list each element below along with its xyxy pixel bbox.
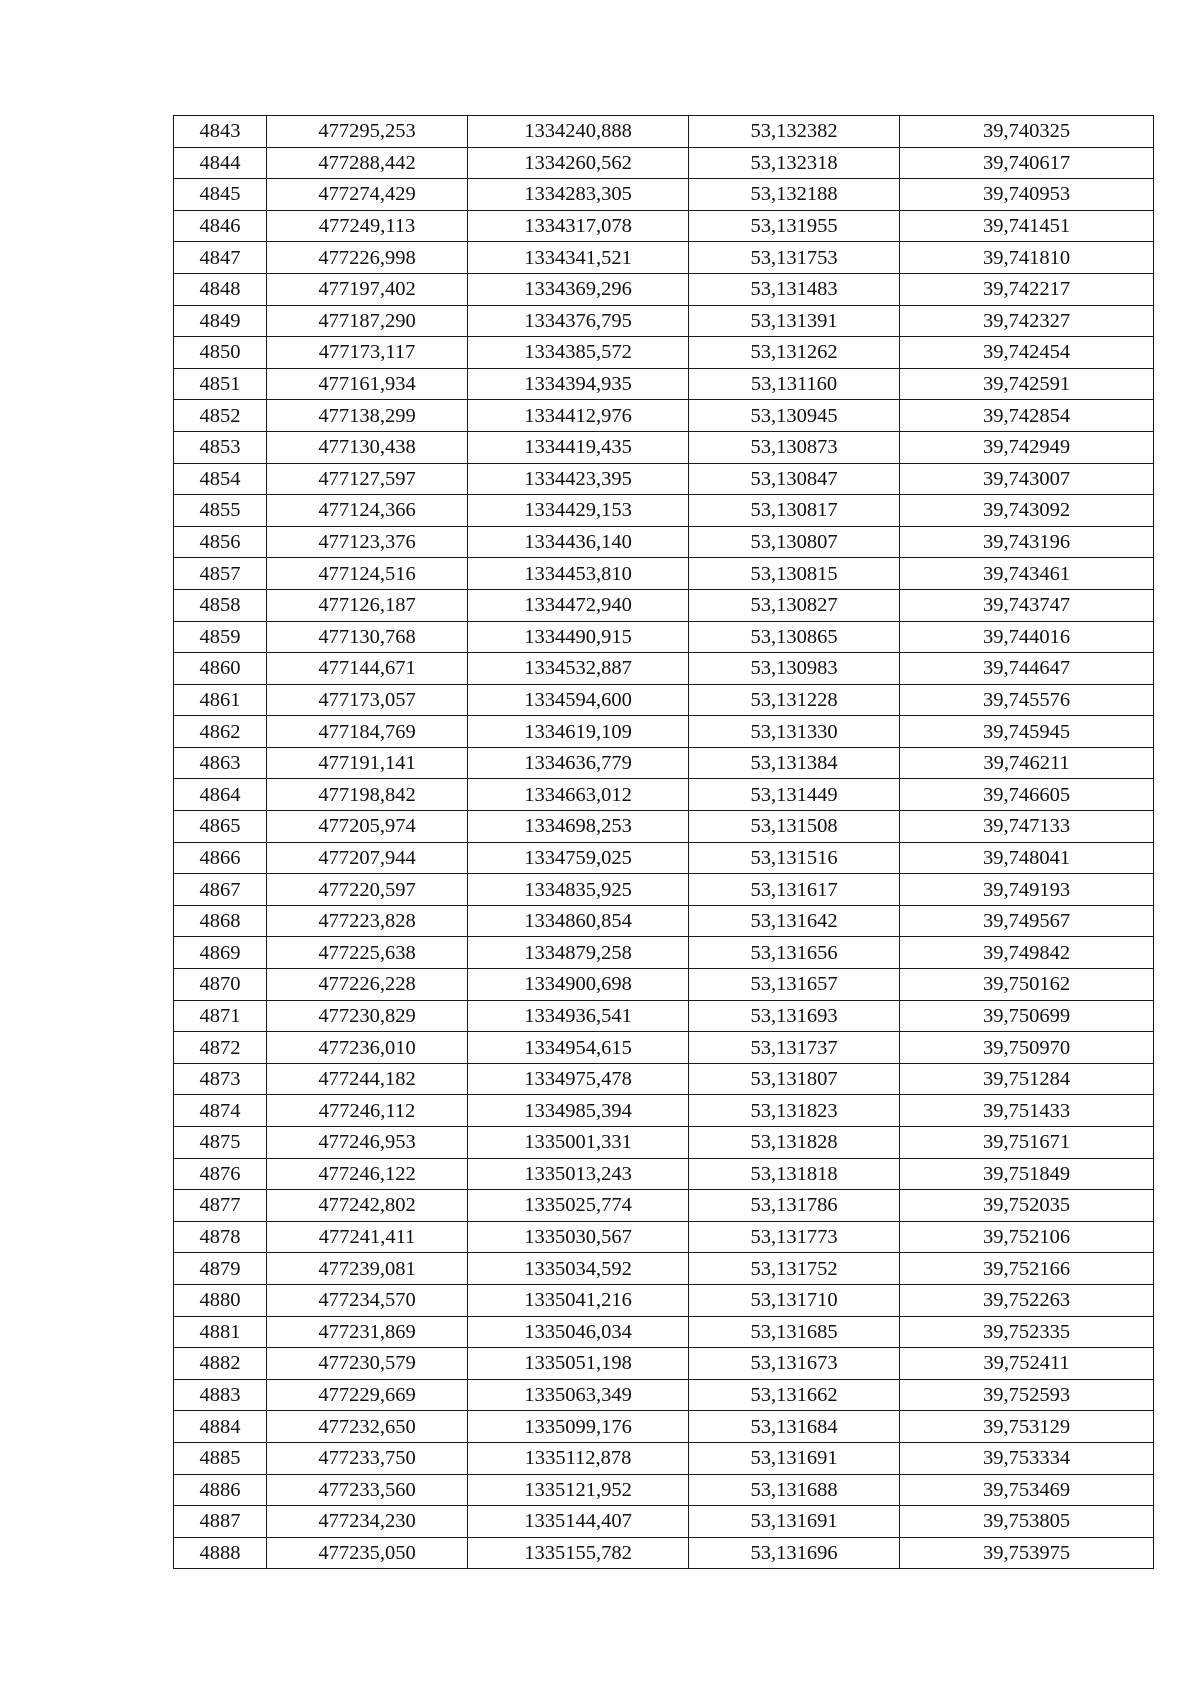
y-coordinate-cell: 1334619,109 <box>468 716 689 748</box>
point-number-cell: 4846 <box>174 210 267 242</box>
latitude-cell: 53,131330 <box>689 716 900 748</box>
y-coordinate-cell: 1334490,915 <box>468 621 689 653</box>
longitude-cell: 39,749567 <box>900 905 1154 937</box>
longitude-cell: 39,751284 <box>900 1063 1154 1095</box>
point-number-cell: 4857 <box>174 558 267 590</box>
latitude-cell: 53,131693 <box>689 1000 900 1032</box>
point-number-cell: 4859 <box>174 621 267 653</box>
table-row <box>174 558 1154 590</box>
x-coordinate-cell: 477226,228 <box>267 969 468 1001</box>
point-number-cell: 4844 <box>174 147 267 179</box>
longitude-cell: 39,743092 <box>900 495 1154 527</box>
y-coordinate-cell: 1335046,034 <box>468 1316 689 1348</box>
point-number-cell: 4853 <box>174 431 267 463</box>
longitude-cell: 39,741451 <box>900 210 1154 242</box>
table-row <box>174 1316 1154 1348</box>
longitude-cell: 39,752106 <box>900 1221 1154 1253</box>
longitude-cell: 39,750699 <box>900 1000 1154 1032</box>
point-number-cell: 4863 <box>174 747 267 779</box>
latitude-cell: 53,130807 <box>689 526 900 558</box>
table-row <box>174 305 1154 337</box>
y-coordinate-cell: 1335063,349 <box>468 1379 689 1411</box>
longitude-cell: 39,742454 <box>900 337 1154 369</box>
table-row <box>174 526 1154 558</box>
x-coordinate-cell: 477230,829 <box>267 1000 468 1032</box>
table-row <box>174 1379 1154 1411</box>
x-coordinate-cell: 477249,113 <box>267 210 468 242</box>
latitude-cell: 53,131684 <box>689 1411 900 1443</box>
point-number-cell: 4861 <box>174 684 267 716</box>
table-row <box>174 1442 1154 1474</box>
latitude-cell: 53,131710 <box>689 1284 900 1316</box>
table-row <box>174 811 1154 843</box>
y-coordinate-cell: 1335034,592 <box>468 1253 689 1285</box>
x-coordinate-cell: 477230,579 <box>267 1348 468 1380</box>
x-coordinate-cell: 477173,117 <box>267 337 468 369</box>
latitude-cell: 53,131508 <box>689 811 900 843</box>
latitude-cell: 53,131656 <box>689 937 900 969</box>
y-coordinate-cell: 1335051,198 <box>468 1348 689 1380</box>
table-row <box>174 1190 1154 1222</box>
longitude-cell: 39,746605 <box>900 779 1154 811</box>
x-coordinate-cell: 477198,842 <box>267 779 468 811</box>
longitude-cell: 39,740617 <box>900 147 1154 179</box>
y-coordinate-cell: 1335013,243 <box>468 1158 689 1190</box>
x-coordinate-cell: 477130,768 <box>267 621 468 653</box>
point-number-cell: 4881 <box>174 1316 267 1348</box>
latitude-cell: 53,131617 <box>689 874 900 906</box>
latitude-cell: 53,130945 <box>689 400 900 432</box>
table-row <box>174 210 1154 242</box>
x-coordinate-cell: 477126,187 <box>267 589 468 621</box>
latitude-cell: 53,131823 <box>689 1095 900 1127</box>
table-row <box>174 116 1154 148</box>
longitude-cell: 39,753805 <box>900 1506 1154 1538</box>
x-coordinate-cell: 477205,974 <box>267 811 468 843</box>
y-coordinate-cell: 1335099,176 <box>468 1411 689 1443</box>
x-coordinate-cell: 477244,182 <box>267 1063 468 1095</box>
table-row <box>174 747 1154 779</box>
table-row <box>174 969 1154 1001</box>
x-coordinate-cell: 477226,998 <box>267 242 468 274</box>
latitude-cell: 53,131662 <box>689 1379 900 1411</box>
longitude-cell: 39,753975 <box>900 1537 1154 1569</box>
y-coordinate-cell: 1335025,774 <box>468 1190 689 1222</box>
point-number-cell: 4888 <box>174 1537 267 1569</box>
latitude-cell: 53,131657 <box>689 969 900 1001</box>
x-coordinate-cell: 477184,769 <box>267 716 468 748</box>
y-coordinate-cell: 1334835,925 <box>468 874 689 906</box>
x-coordinate-cell: 477124,516 <box>267 558 468 590</box>
latitude-cell: 53,131828 <box>689 1127 900 1159</box>
point-number-cell: 4843 <box>174 116 267 148</box>
longitude-cell: 39,752593 <box>900 1379 1154 1411</box>
latitude-cell: 53,131807 <box>689 1063 900 1095</box>
latitude-cell: 53,131737 <box>689 1032 900 1064</box>
table-row <box>174 589 1154 621</box>
y-coordinate-cell: 1335144,407 <box>468 1506 689 1538</box>
point-number-cell: 4868 <box>174 905 267 937</box>
latitude-cell: 53,131642 <box>689 905 900 937</box>
x-coordinate-cell: 477207,944 <box>267 842 468 874</box>
longitude-cell: 39,752335 <box>900 1316 1154 1348</box>
table-row <box>174 1411 1154 1443</box>
latitude-cell: 53,130847 <box>689 463 900 495</box>
latitude-cell: 53,131688 <box>689 1474 900 1506</box>
point-number-cell: 4869 <box>174 937 267 969</box>
longitude-cell: 39,749842 <box>900 937 1154 969</box>
x-coordinate-cell: 477161,934 <box>267 368 468 400</box>
x-coordinate-cell: 477241,411 <box>267 1221 468 1253</box>
longitude-cell: 39,742591 <box>900 368 1154 400</box>
point-number-cell: 4865 <box>174 811 267 843</box>
table-row <box>174 1284 1154 1316</box>
x-coordinate-cell: 477236,010 <box>267 1032 468 1064</box>
table-row <box>174 1348 1154 1380</box>
longitude-cell: 39,750970 <box>900 1032 1154 1064</box>
y-coordinate-cell: 1334385,572 <box>468 337 689 369</box>
x-coordinate-cell: 477173,057 <box>267 684 468 716</box>
longitude-cell: 39,746211 <box>900 747 1154 779</box>
y-coordinate-cell: 1334394,935 <box>468 368 689 400</box>
point-number-cell: 4886 <box>174 1474 267 1506</box>
table-row <box>174 368 1154 400</box>
y-coordinate-cell: 1334663,012 <box>468 779 689 811</box>
x-coordinate-cell: 477197,402 <box>267 273 468 305</box>
x-coordinate-cell: 477127,597 <box>267 463 468 495</box>
table-row <box>174 431 1154 463</box>
latitude-cell: 53,131786 <box>689 1190 900 1222</box>
x-coordinate-cell: 477235,050 <box>267 1537 468 1569</box>
latitude-cell: 53,131483 <box>689 273 900 305</box>
table-row <box>174 779 1154 811</box>
table-row <box>174 621 1154 653</box>
latitude-cell: 53,131449 <box>689 779 900 811</box>
x-coordinate-cell: 477295,253 <box>267 116 468 148</box>
y-coordinate-cell: 1334283,305 <box>468 179 689 211</box>
x-coordinate-cell: 477231,869 <box>267 1316 468 1348</box>
longitude-cell: 39,744647 <box>900 653 1154 685</box>
table-row <box>174 1253 1154 1285</box>
x-coordinate-cell: 477144,671 <box>267 653 468 685</box>
point-number-cell: 4848 <box>174 273 267 305</box>
longitude-cell: 39,743196 <box>900 526 1154 558</box>
x-coordinate-cell: 477223,828 <box>267 905 468 937</box>
table-row <box>174 716 1154 748</box>
longitude-cell: 39,744016 <box>900 621 1154 653</box>
y-coordinate-cell: 1334975,478 <box>468 1063 689 1095</box>
longitude-cell: 39,742854 <box>900 400 1154 432</box>
point-number-cell: 4856 <box>174 526 267 558</box>
longitude-cell: 39,742327 <box>900 305 1154 337</box>
table-row <box>174 1095 1154 1127</box>
longitude-cell: 39,753129 <box>900 1411 1154 1443</box>
latitude-cell: 53,131262 <box>689 337 900 369</box>
y-coordinate-cell: 1334453,810 <box>468 558 689 590</box>
table-row <box>174 1158 1154 1190</box>
x-coordinate-cell: 477232,650 <box>267 1411 468 1443</box>
latitude-cell: 53,131752 <box>689 1253 900 1285</box>
point-number-cell: 4860 <box>174 653 267 685</box>
x-coordinate-cell: 477242,802 <box>267 1190 468 1222</box>
coordinates-table <box>173 115 1154 1569</box>
table-row <box>174 179 1154 211</box>
longitude-cell: 39,748041 <box>900 842 1154 874</box>
point-number-cell: 4845 <box>174 179 267 211</box>
latitude-cell: 53,131696 <box>689 1537 900 1569</box>
table-row <box>174 273 1154 305</box>
latitude-cell: 53,130865 <box>689 621 900 653</box>
point-number-cell: 4883 <box>174 1379 267 1411</box>
point-number-cell: 4878 <box>174 1221 267 1253</box>
longitude-cell: 39,750162 <box>900 969 1154 1001</box>
y-coordinate-cell: 1335121,952 <box>468 1474 689 1506</box>
table-row <box>174 1063 1154 1095</box>
longitude-cell: 39,753334 <box>900 1442 1154 1474</box>
y-coordinate-cell: 1335001,331 <box>468 1127 689 1159</box>
x-coordinate-cell: 477246,953 <box>267 1127 468 1159</box>
point-number-cell: 4854 <box>174 463 267 495</box>
table-row <box>174 653 1154 685</box>
y-coordinate-cell: 1334436,140 <box>468 526 689 558</box>
point-number-cell: 4851 <box>174 368 267 400</box>
y-coordinate-cell: 1334532,887 <box>468 653 689 685</box>
latitude-cell: 53,131384 <box>689 747 900 779</box>
point-number-cell: 4849 <box>174 305 267 337</box>
x-coordinate-cell: 477274,429 <box>267 179 468 211</box>
longitude-cell: 39,742949 <box>900 431 1154 463</box>
table-row <box>174 905 1154 937</box>
longitude-cell: 39,745576 <box>900 684 1154 716</box>
y-coordinate-cell: 1334376,795 <box>468 305 689 337</box>
table-row <box>174 1127 1154 1159</box>
point-number-cell: 4867 <box>174 874 267 906</box>
point-number-cell: 4855 <box>174 495 267 527</box>
table-row <box>174 337 1154 369</box>
point-number-cell: 4864 <box>174 779 267 811</box>
point-number-cell: 4874 <box>174 1095 267 1127</box>
y-coordinate-cell: 1334240,888 <box>468 116 689 148</box>
latitude-cell: 53,131516 <box>689 842 900 874</box>
latitude-cell: 53,131685 <box>689 1316 900 1348</box>
point-number-cell: 4880 <box>174 1284 267 1316</box>
y-coordinate-cell: 1335030,567 <box>468 1221 689 1253</box>
y-coordinate-cell: 1334936,541 <box>468 1000 689 1032</box>
point-number-cell: 4882 <box>174 1348 267 1380</box>
latitude-cell: 53,130815 <box>689 558 900 590</box>
longitude-cell: 39,753469 <box>900 1474 1154 1506</box>
x-coordinate-cell: 477246,122 <box>267 1158 468 1190</box>
y-coordinate-cell: 1334412,976 <box>468 400 689 432</box>
table-row <box>174 1537 1154 1569</box>
y-coordinate-cell: 1334985,394 <box>468 1095 689 1127</box>
longitude-cell: 39,740325 <box>900 116 1154 148</box>
x-coordinate-cell: 477239,081 <box>267 1253 468 1285</box>
x-coordinate-cell: 477225,638 <box>267 937 468 969</box>
latitude-cell: 53,131391 <box>689 305 900 337</box>
y-coordinate-cell: 1335112,878 <box>468 1442 689 1474</box>
y-coordinate-cell: 1334317,078 <box>468 210 689 242</box>
point-number-cell: 4877 <box>174 1190 267 1222</box>
y-coordinate-cell: 1334636,779 <box>468 747 689 779</box>
longitude-cell: 39,747133 <box>900 811 1154 843</box>
point-number-cell: 4875 <box>174 1127 267 1159</box>
longitude-cell: 39,752411 <box>900 1348 1154 1380</box>
latitude-cell: 53,131160 <box>689 368 900 400</box>
y-coordinate-cell: 1335041,216 <box>468 1284 689 1316</box>
y-coordinate-cell: 1334594,600 <box>468 684 689 716</box>
y-coordinate-cell: 1334759,025 <box>468 842 689 874</box>
longitude-cell: 39,752166 <box>900 1253 1154 1285</box>
x-coordinate-cell: 477123,376 <box>267 526 468 558</box>
longitude-cell: 39,752035 <box>900 1190 1154 1222</box>
latitude-cell: 53,131691 <box>689 1442 900 1474</box>
longitude-cell: 39,743007 <box>900 463 1154 495</box>
y-coordinate-cell: 1334472,940 <box>468 589 689 621</box>
table-row <box>174 684 1154 716</box>
point-number-cell: 4887 <box>174 1506 267 1538</box>
latitude-cell: 53,130817 <box>689 495 900 527</box>
table-row <box>174 400 1154 432</box>
point-number-cell: 4872 <box>174 1032 267 1064</box>
point-number-cell: 4866 <box>174 842 267 874</box>
point-number-cell: 4850 <box>174 337 267 369</box>
y-coordinate-cell: 1334429,153 <box>468 495 689 527</box>
latitude-cell: 53,131955 <box>689 210 900 242</box>
x-coordinate-cell: 477187,290 <box>267 305 468 337</box>
table-row <box>174 463 1154 495</box>
table-row <box>174 937 1154 969</box>
point-number-cell: 4876 <box>174 1158 267 1190</box>
table-row <box>174 147 1154 179</box>
longitude-cell: 39,752263 <box>900 1284 1154 1316</box>
x-coordinate-cell: 477246,112 <box>267 1095 468 1127</box>
table-row <box>174 874 1154 906</box>
x-coordinate-cell: 477229,669 <box>267 1379 468 1411</box>
latitude-cell: 53,131673 <box>689 1348 900 1380</box>
point-number-cell: 4873 <box>174 1063 267 1095</box>
y-coordinate-cell: 1334900,698 <box>468 969 689 1001</box>
y-coordinate-cell: 1334369,296 <box>468 273 689 305</box>
y-coordinate-cell: 1334423,395 <box>468 463 689 495</box>
longitude-cell: 39,749193 <box>900 874 1154 906</box>
point-number-cell: 4879 <box>174 1253 267 1285</box>
point-number-cell: 4885 <box>174 1442 267 1474</box>
latitude-cell: 53,130873 <box>689 431 900 463</box>
x-coordinate-cell: 477233,750 <box>267 1442 468 1474</box>
x-coordinate-cell: 477233,560 <box>267 1474 468 1506</box>
y-coordinate-cell: 1334419,435 <box>468 431 689 463</box>
point-number-cell: 4847 <box>174 242 267 274</box>
point-number-cell: 4852 <box>174 400 267 432</box>
table-row <box>174 242 1154 274</box>
x-coordinate-cell: 477138,299 <box>267 400 468 432</box>
table-row <box>174 1474 1154 1506</box>
longitude-cell: 39,743461 <box>900 558 1154 590</box>
table-row <box>174 1221 1154 1253</box>
y-coordinate-cell: 1334698,253 <box>468 811 689 843</box>
y-coordinate-cell: 1334860,854 <box>468 905 689 937</box>
latitude-cell: 53,132318 <box>689 147 900 179</box>
point-number-cell: 4884 <box>174 1411 267 1443</box>
longitude-cell: 39,741810 <box>900 242 1154 274</box>
y-coordinate-cell: 1335155,782 <box>468 1537 689 1569</box>
table-row <box>174 842 1154 874</box>
point-number-cell: 4871 <box>174 1000 267 1032</box>
longitude-cell: 39,742217 <box>900 273 1154 305</box>
y-coordinate-cell: 1334954,615 <box>468 1032 689 1064</box>
longitude-cell: 39,745945 <box>900 716 1154 748</box>
longitude-cell: 39,751433 <box>900 1095 1154 1127</box>
x-coordinate-cell: 477234,570 <box>267 1284 468 1316</box>
latitude-cell: 53,131818 <box>689 1158 900 1190</box>
x-coordinate-cell: 477234,230 <box>267 1506 468 1538</box>
point-number-cell: 4870 <box>174 969 267 1001</box>
latitude-cell: 53,132188 <box>689 179 900 211</box>
x-coordinate-cell: 477124,366 <box>267 495 468 527</box>
latitude-cell: 53,131753 <box>689 242 900 274</box>
table-row <box>174 1000 1154 1032</box>
x-coordinate-cell: 477191,141 <box>267 747 468 779</box>
table-body <box>174 116 1154 1569</box>
x-coordinate-cell: 477288,442 <box>267 147 468 179</box>
longitude-cell: 39,743747 <box>900 589 1154 621</box>
table-row <box>174 1506 1154 1538</box>
latitude-cell: 53,131691 <box>689 1506 900 1538</box>
x-coordinate-cell: 477220,597 <box>267 874 468 906</box>
longitude-cell: 39,751671 <box>900 1127 1154 1159</box>
latitude-cell: 53,131773 <box>689 1221 900 1253</box>
point-number-cell: 4858 <box>174 589 267 621</box>
x-coordinate-cell: 477130,438 <box>267 431 468 463</box>
latitude-cell: 53,130983 <box>689 653 900 685</box>
y-coordinate-cell: 1334879,258 <box>468 937 689 969</box>
y-coordinate-cell: 1334260,562 <box>468 147 689 179</box>
longitude-cell: 39,751849 <box>900 1158 1154 1190</box>
y-coordinate-cell: 1334341,521 <box>468 242 689 274</box>
point-number-cell: 4862 <box>174 716 267 748</box>
latitude-cell: 53,132382 <box>689 116 900 148</box>
table-row <box>174 495 1154 527</box>
latitude-cell: 53,130827 <box>689 589 900 621</box>
latitude-cell: 53,131228 <box>689 684 900 716</box>
table-row <box>174 1032 1154 1064</box>
longitude-cell: 39,740953 <box>900 179 1154 211</box>
